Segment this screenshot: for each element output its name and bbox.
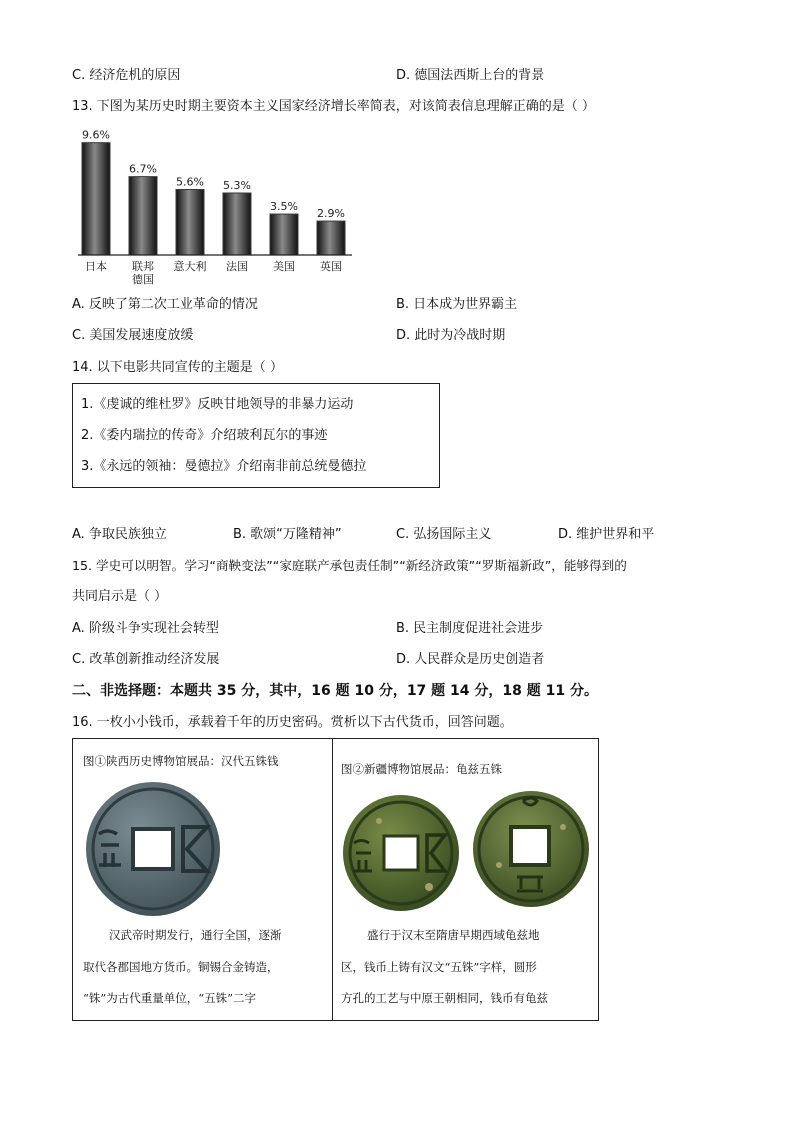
q15-option-d: D. 人民群众是历史创造者 (396, 652, 545, 667)
q13-option-d: D. 此时为冷战时期 (396, 328, 506, 343)
fig2-desc-line: 区，钱币上铸有汉文“五铢”字样，圆形 (341, 960, 537, 974)
bar (223, 193, 251, 255)
bar (270, 214, 298, 255)
fig2-desc-line: 盛行于汉末至隋唐早期西域龟兹地 (367, 928, 540, 942)
category-label: 德国 (132, 273, 154, 286)
category-label: 联邦 (132, 260, 154, 273)
wuzhu-coin-image (83, 779, 223, 919)
category-label: 美国 (273, 260, 295, 273)
fig1-caption: 图①陕西历史博物馆展品：汉代五铢钱 (83, 754, 279, 768)
q13-option-b: B. 日本成为世界霸主 (396, 297, 518, 312)
fig2-caption: 图②新疆博物馆展品：龟兹五铢 (341, 762, 502, 776)
q15-stem-line1: 15. 学史可以明智。学习“商鞅变法”“家庭联产承包责任制”“新经济政策”“罗斯福新政”，能够得到的 (72, 558, 627, 573)
bar (129, 177, 157, 255)
q14-option-b: B. 歌颂“万隆精神” (233, 527, 342, 542)
bar (317, 221, 345, 255)
q13-option-c: C. 美国发展速度放缓 (72, 328, 194, 343)
q16-stem: 16. 一枚小小钱币，承载着千年的历史密码。赏析以下古代货币，回答问题。 (72, 715, 513, 730)
category-label: 意大利 (173, 260, 207, 273)
section2-heading: 二、非选择题：本题共 35 分，其中，16 题 10 分，17 题 14 分，18 题 11 分。 (72, 683, 598, 699)
bar (176, 189, 204, 255)
fig2-desc-line: 方孔的工艺与中原王朝相同，钱币有龟兹 (341, 991, 548, 1005)
bar-value-label: 5.6% (176, 175, 204, 189)
growth-rate-bar-chart (72, 118, 362, 288)
q12-option-d: D. 德国法西斯上台的背景 (396, 68, 545, 83)
q14-stem: 14. 以下电影共同宣传的主题是（ ） (72, 360, 283, 375)
bar-value-label: 2.9% (317, 207, 345, 221)
bar (82, 143, 110, 255)
q14-option-d: D. 维护世界和平 (558, 527, 655, 542)
film-item: 2.《委内瑞拉的传奇》介绍玻利瓦尔的事迹 (81, 428, 328, 443)
coin-figure-box (72, 738, 599, 1021)
q15-option-b: B. 民主制度促进社会进步 (396, 621, 544, 636)
q15-option-c: C. 改革创新推动经济发展 (72, 652, 220, 667)
figure-divider (332, 739, 333, 1020)
bar-value-label: 3.5% (270, 200, 298, 214)
qiuci-coin-back-image (469, 787, 593, 911)
category-label: 英国 (320, 260, 342, 273)
q13-stem: 13. 下图为某历史时期主要资本主义国家经济增长率简表，对该简表信息理解正确的是（ ） (72, 99, 595, 114)
bar-value-label: 9.6% (82, 128, 110, 142)
film-item: 3.《永远的领袖：曼德拉》介绍南非前总统曼德拉 (81, 459, 367, 474)
bar-value-label: 6.7% (129, 162, 157, 176)
q13-option-a: A. 反映了第二次工业革命的情况 (72, 297, 258, 312)
q14-option-c: C. 弘扬国际主义 (396, 527, 492, 542)
q15-option-a: A. 阶级斗争实现社会转型 (72, 621, 219, 636)
bar-value-label: 5.3% (223, 178, 251, 192)
q14-option-a: A. 争取民族独立 (72, 527, 167, 542)
q12-option-c: C. 经济危机的原因 (72, 68, 181, 83)
category-label: 法国 (226, 260, 248, 273)
fig1-desc-line: “铢”为古代重量单位，“五铢”二字 (83, 991, 257, 1005)
q15-stem-line2: 共同启示是（ ） (72, 589, 168, 604)
film-list-box (72, 383, 440, 488)
fig1-desc-line: 汉武帝时期发行，通行全国，逐渐 (109, 928, 282, 942)
qiuci-coin-front-image (339, 791, 463, 915)
fig1-desc-line: 取代各郡国地方货币。铜锡合金铸造， (83, 960, 279, 974)
category-label: 日本 (85, 260, 107, 273)
film-item: 1.《虔诚的维杜罗》反映甘地领导的非暴力运动 (81, 397, 354, 412)
